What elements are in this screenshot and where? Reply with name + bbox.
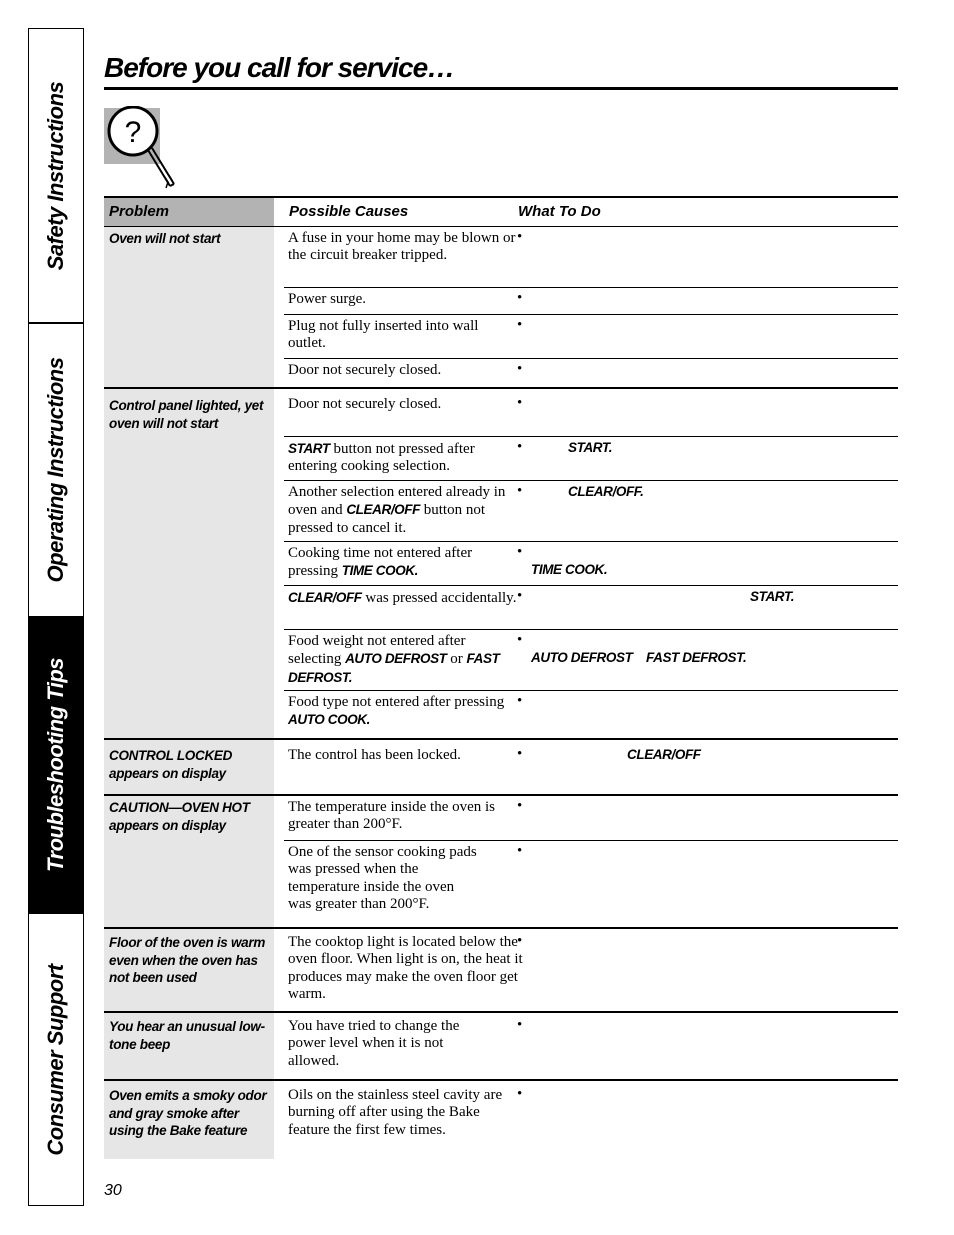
cause-row <box>284 389 898 437</box>
problem-label: CAUTION—OVEN HOT appears on display <box>104 796 274 927</box>
todo-text: FAST DEFROST. <box>646 650 747 665</box>
cause-text: Plug not fully inserted into wall outlet. <box>288 318 479 352</box>
cause-text: The cooktop light is located below the oven floor. When light is on, the heat it produces may make the oven floor get warm. <box>288 934 523 1002</box>
problem-label: Floor of the oven is warm even when the oven has not been used <box>104 929 274 1011</box>
cause-text: START button not pressed after entering cooking selection. <box>288 441 475 475</box>
cause-row <box>284 796 898 841</box>
problem-group <box>104 740 898 796</box>
cause-row <box>284 437 898 481</box>
troubleshooting-table <box>104 196 898 1159</box>
svg-text:?: ? <box>124 116 142 149</box>
problem-label: CONTROL LOCKED appears on display <box>104 740 274 794</box>
cause-row <box>284 315 898 359</box>
cause-text: Cooking time not entered after pressing TIME COOK. <box>288 545 473 580</box>
bullet: • <box>517 933 523 949</box>
todo-text: CLEAR/OFF. <box>568 484 644 499</box>
todo-text: TIME COOK. <box>531 562 608 577</box>
problem-label: You hear an unusual low-tone beep <box>104 1013 274 1079</box>
cause-text: CLEAR/OFF was pressed accidentally. <box>288 590 517 606</box>
cause-text: Oils on the stainless steel cavity are burning off after using the Bake feature the first few times. <box>288 1087 503 1138</box>
cause-row <box>284 288 898 315</box>
bullet: • <box>517 632 523 648</box>
page-title: Before you call for service… <box>104 52 455 83</box>
cause-row <box>284 359 898 387</box>
bullet: • <box>517 229 523 245</box>
cause-text: Power surge. <box>288 291 367 307</box>
cause-text: A fuse in your home may be blown or the circuit breaker tripped. <box>288 230 516 264</box>
cause-row <box>284 1081 898 1159</box>
title-rule <box>104 87 898 90</box>
table-header <box>104 196 898 227</box>
cause-row <box>284 481 898 542</box>
problem-group <box>104 1013 898 1081</box>
bullet: • <box>517 798 523 814</box>
cause-text: Food type not entered after pressing AUTO COOK. <box>288 694 505 728</box>
cause-text: Another selection entered already in oven and CLEAR/OFF button not pressed to cancel it. <box>288 484 506 536</box>
problem-group <box>104 929 898 1013</box>
todo-text: START. <box>568 440 613 455</box>
problem-group <box>104 796 898 929</box>
cause-row <box>284 841 898 927</box>
bullet: • <box>517 439 523 455</box>
page-number: 30 <box>104 1182 122 1199</box>
cause-row <box>284 630 898 691</box>
cause-row <box>284 929 898 1011</box>
header-problem: Problem <box>109 203 170 220</box>
cause-text: Food weight not entered after selecting AUTO DEFROST or FAST DEFROST. <box>288 633 500 685</box>
cause-text: One of the sensor cooking pads was pressed when the temperature inside the oven was greater than 200°F. <box>288 844 477 912</box>
bullet: • <box>517 544 523 560</box>
problem-label: Oven will not start <box>104 227 274 387</box>
question-magnifier-icon <box>104 106 184 192</box>
cause-text: Door not securely closed. <box>288 396 442 412</box>
cause-row <box>284 691 898 740</box>
bullet: • <box>517 395 523 411</box>
problem-group <box>104 227 898 389</box>
cause-row <box>284 586 898 630</box>
problem-label: Oven emits a smoky odor and gray smoke after using the Bake feature <box>104 1081 274 1159</box>
tab-operating-instructions[interactable]: Operating Instructions <box>29 324 83 618</box>
bullet: • <box>517 1086 523 1102</box>
side-tabs <box>28 28 84 1206</box>
bullet: • <box>517 693 523 709</box>
bullet: • <box>517 483 523 499</box>
problem-group <box>104 1081 898 1159</box>
cause-text: Door not securely closed. <box>288 362 442 378</box>
tab-safety-instructions[interactable]: Safety Instructions <box>29 29 83 324</box>
bullet: • <box>517 843 523 859</box>
bullet: • <box>517 290 523 306</box>
todo-text: CLEAR/OFF <box>627 747 701 762</box>
todo-text: START. <box>750 589 795 604</box>
cause-text: The control has been locked. <box>288 747 461 763</box>
bullet: • <box>517 588 523 604</box>
bullet: • <box>517 746 523 762</box>
problem-label: Control panel lighted, yet oven will not start <box>104 389 274 738</box>
bullet: • <box>517 1017 523 1033</box>
header-possible-causes: Possible Causes <box>289 203 409 220</box>
cause-row <box>284 227 898 288</box>
cause-row <box>284 1013 898 1079</box>
cause-row <box>284 542 898 586</box>
tab-troubleshooting-tips[interactable]: Troubleshooting Tips <box>29 618 83 914</box>
tab-consumer-support[interactable]: Consumer Support <box>43 963 68 1156</box>
cause-text: The temperature inside the oven is greater than 200°F. <box>288 799 496 833</box>
cause-row <box>284 740 898 794</box>
problem-group <box>104 389 898 740</box>
cause-text: You have tried to change the power level when it is not allowed. <box>288 1018 460 1069</box>
header-what-to-do: What To Do <box>518 203 601 220</box>
bullet: • <box>517 317 523 333</box>
bullet: • <box>517 361 523 377</box>
todo-text: AUTO DEFROST <box>531 650 633 665</box>
